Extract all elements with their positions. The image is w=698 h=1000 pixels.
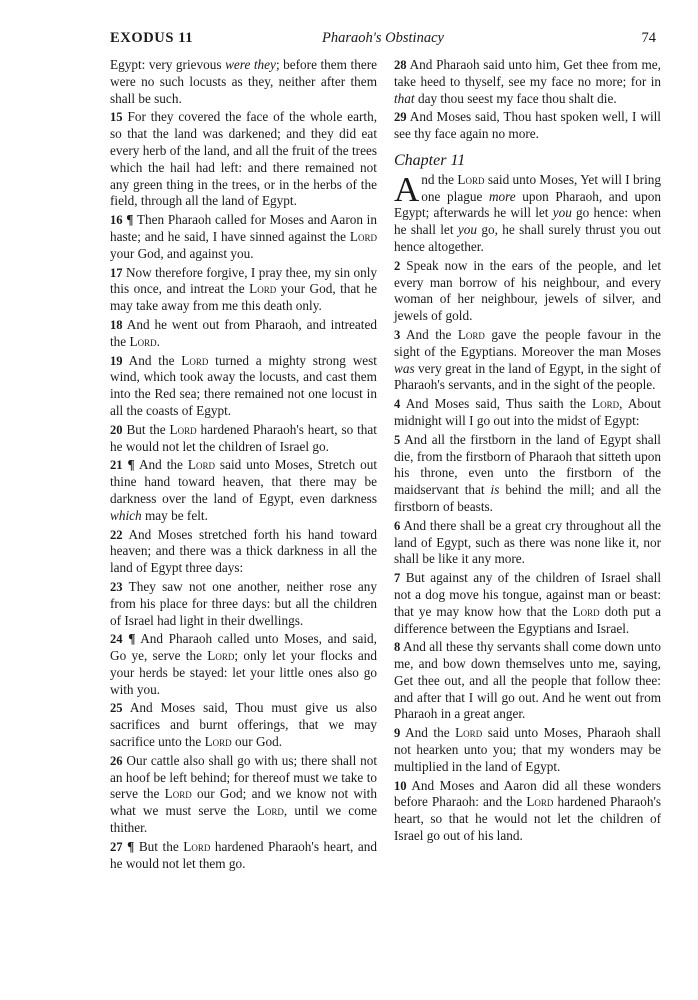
verse-text: And all these thy servants shall come down unto me, and bow down themselves unto me, saying, Get thee out, and all the people that follow thee: and after that I will go out. And he went out from Pharaoh in a great anger. <box>394 639 661 722</box>
verse-number: 10 <box>394 778 407 793</box>
verse-text: that <box>394 90 415 106</box>
verse-text: ; before them there were no such locusts as they, neither after them shall be such. <box>110 57 377 106</box>
verse <box>110 700 377 750</box>
verse-text: your God, that he may take away from me this death only. <box>110 281 377 314</box>
verse-number: 28 <box>394 58 407 72</box>
verse-text: But against any of the children of Israel shall not a dog move his tongue, against man or beast: that ye may know how that the <box>394 570 661 619</box>
verse-number: 24 <box>110 632 123 647</box>
verse-number: 7 <box>394 571 401 586</box>
verse-text: which <box>110 507 142 523</box>
chapter-heading: Chapter 11 <box>394 151 466 169</box>
verse-text: Lord <box>455 725 483 741</box>
verse-text: Lord <box>204 734 232 750</box>
chapter-10-end <box>394 57 661 143</box>
verse-number: 5 <box>394 432 401 447</box>
verse-text: ; only let your flocks and your herds be stayed: let your little ones also go with you. <box>110 648 378 697</box>
verse-number: 21 <box>110 458 123 473</box>
verse-number: 25 <box>110 701 123 716</box>
verse-number: 20 <box>110 422 123 437</box>
verse <box>394 327 661 394</box>
verse-text: turned a mighty strong west wind, which took away the locusts, and cast them into the Red sea; there remained not one locust in all the coasts of Egypt. <box>110 352 377 418</box>
right-column <box>394 57 661 847</box>
verse <box>394 109 661 143</box>
verse <box>394 432 661 516</box>
verse-text: you <box>552 205 572 221</box>
pilcrow-mark: ¶ <box>127 457 135 473</box>
verse-number: 15 <box>110 110 123 125</box>
verse-text: very great in the land of Egypt, in the sight of Pharaoh's servants, and in the sight of the people. <box>394 360 661 393</box>
verse-number: 23 <box>110 579 123 594</box>
verse-number: 18 <box>110 317 123 332</box>
verse-text: . <box>156 333 160 349</box>
verse-text: is <box>490 482 500 498</box>
verse <box>394 518 661 568</box>
running-header <box>110 30 656 52</box>
verse-text: And the <box>128 352 182 368</box>
verse <box>394 570 661 637</box>
verse-text: , About midnight will I go out into the midst of Egypt: <box>394 396 661 428</box>
verse <box>110 212 377 262</box>
verse-text: you <box>457 222 477 238</box>
verse-text: But the <box>126 421 170 437</box>
verse-text: Lord <box>526 794 554 810</box>
verse-number: 27 <box>110 839 123 854</box>
verse-text: hardened Pharaoh's heart, and he would not let them go. <box>110 838 377 871</box>
verse <box>110 753 377 837</box>
verse <box>110 579 377 629</box>
verse-text: Lord <box>169 421 197 437</box>
verse-number: 4 <box>394 397 401 412</box>
verse-text: our God; and we know not with what we must serve the <box>110 786 377 819</box>
verse-text: Our cattle also shall go with us; there shall not an hoof be left behind; for thereof must we take to serve the <box>110 752 378 802</box>
verse-number: 2 <box>394 258 401 273</box>
verse-text: Lord <box>183 838 211 854</box>
verse-text: go hence: when he shall let <box>394 205 661 238</box>
verse-text: And he went out from Pharaoh, and intreated the <box>110 316 377 349</box>
verse-text: were they <box>225 57 276 72</box>
verse <box>110 839 377 873</box>
left-column <box>110 57 377 874</box>
verse <box>394 396 661 430</box>
verse-number: 29 <box>394 110 407 125</box>
verse <box>110 422 377 456</box>
verse-text: your God, and against you. <box>110 245 254 261</box>
verse-text: Lord <box>181 352 209 368</box>
verse <box>110 353 377 420</box>
verse-text: Egypt: very grievous <box>110 57 226 72</box>
verse-text: upon Pharaoh, and upon Egypt; afterwards he will let <box>394 188 661 221</box>
verse-text: And Moses said, Thou must give us also sacrifices and burnt offerings, that we may sacrifice unto the <box>110 700 377 750</box>
verse-text: Lord <box>592 396 620 412</box>
verse-number: 6 <box>394 518 401 533</box>
verse-text: And there shall be a great cry throughout all the land of Egypt, such as there was none like it, nor shall be like it any more. <box>394 517 661 567</box>
verse-text: Speak now in the ears of the people, and let every man borrow of his neighbour, and every woman of her neighbour, jewels of silver, and jewels of gold. <box>394 257 661 324</box>
pilcrow-mark: ¶ <box>128 631 136 647</box>
verse-number: 22 <box>110 527 123 542</box>
verse-number: 8 <box>394 640 401 655</box>
verse-text: And Moses said, Thus saith the <box>405 396 593 412</box>
verse-text: And all the firstborn in the land of Egypt shall die, from the firstborn of Pharaoh that sitteth upon his throne, even unto the firstborn of the maidservant that <box>394 431 661 498</box>
verse-text: Now therefore forgive, I pray thee, my sin only this once, and intreat the <box>110 264 377 297</box>
verse <box>110 265 377 315</box>
verse-text: said unto Moses, Stretch out thine hand toward heaven, that there may be darkness over the land of Egypt, even darkness <box>110 457 378 506</box>
verse-text: may be felt. <box>141 507 208 523</box>
verse-text: nd the <box>421 171 458 187</box>
verse-text: Lord <box>129 333 157 349</box>
verse-text: And Moses and Aaron did all these wonders before Pharaoh: and the <box>394 777 661 810</box>
pilcrow-mark: ¶ <box>127 838 135 854</box>
verse <box>110 317 377 351</box>
verse-text: Then Pharaoh called for Moses and Aaron in haste; and he said, I have sinned against the <box>110 212 377 244</box>
drop-cap: A <box>394 169 420 209</box>
verse-text: hardened Pharaoh's heart, so that he would not let the children of Israel go. <box>110 421 377 454</box>
page-number: 74 <box>641 30 656 46</box>
verse-number: 19 <box>110 353 123 368</box>
verse-text: more <box>488 188 516 204</box>
verse-text: go, he shall surely thrust you out hence altogether. <box>394 222 661 254</box>
verse-text: said unto Moses, Yet will I bring one plague <box>421 171 662 204</box>
verse-text: And Pharaoh said unto him, Get thee from me, take heed to thyself, see my face no more; for in <box>394 57 661 89</box>
verse-text: Lord <box>187 457 215 473</box>
verse-text: Lord <box>207 648 235 664</box>
verse-text: For they covered the face of the whole earth, so that the land was darkened; and they did eat every herb of the land, and all the fruit of the trees which the hail had left: and there remained not any green thing in the trees, or in the herbs of the field, through all the land of Egypt. <box>110 109 378 209</box>
verse-text: Lord <box>349 228 377 244</box>
verse-number: 3 <box>394 327 401 342</box>
verse-text: hardened Pharaoh's heart, so that he would not let the children of Israel go out of his land. <box>394 794 661 844</box>
verse-text: And Moses stretched forth his hand toward heaven; and there was a thick darkness in all the land of Egypt three days: <box>110 526 377 576</box>
verse <box>110 457 377 524</box>
verse <box>110 527 377 577</box>
verse-text: And the <box>138 457 188 473</box>
verse-text: And the <box>405 725 456 741</box>
verse-text: And Pharaoh called unto Moses, and said, Go ye, serve the <box>110 631 377 664</box>
verse <box>110 631 377 698</box>
verse <box>394 639 661 723</box>
chapter-11-text <box>394 169 662 845</box>
verse-text: day thou seest my face thou shalt die. <box>414 90 617 106</box>
verse-text: They saw not one another, neither rose any from his place for three days: but all the children of Israel had light in their dwellings. <box>110 578 377 628</box>
verse-text: And Moses said, Thou hast spoken well, I will see thy face again no more. <box>394 109 661 142</box>
verse-number: 9 <box>394 726 401 741</box>
verse-number: 26 <box>110 753 123 768</box>
verse <box>394 778 661 845</box>
verse-text: But the <box>138 838 184 854</box>
verse-text: was <box>394 360 415 376</box>
verse <box>394 725 661 775</box>
verse-number: 17 <box>110 265 123 280</box>
verse-text: , until we come thither. <box>110 803 378 836</box>
verse-text: And the <box>405 326 458 342</box>
verse <box>394 57 661 107</box>
verse-text: Lord <box>164 786 192 802</box>
pilcrow-mark: ¶ <box>126 212 134 228</box>
section-title: Pharaoh's Obstinacy <box>322 30 444 46</box>
verse-text: Lord <box>249 281 277 297</box>
verse <box>110 57 377 107</box>
verse-text: behind the mill; and all the firstborn of beasts. <box>394 482 661 514</box>
verse-text: Lord <box>256 803 284 819</box>
verse-text: doth put a difference between the Egyptians and Israel. <box>394 603 661 636</box>
verse <box>110 109 377 210</box>
book-chapter-label: EXODUS 11 <box>110 30 194 46</box>
verse <box>394 169 662 256</box>
verse-text: gave the people favour in the sight of the Egyptians. Moreover the man Moses <box>394 326 661 359</box>
verse-text: our God. <box>231 734 283 750</box>
verse-number: 16 <box>110 213 123 228</box>
verse <box>394 258 661 325</box>
verse-text: said unto Moses, Pharaoh shall not hearken unto you; that my wonders may be multiplied in the land of Egypt. <box>394 725 661 774</box>
verse-text: Lord <box>457 171 485 187</box>
verse-text: Lord <box>457 326 485 342</box>
verse-text: Lord <box>572 603 600 619</box>
